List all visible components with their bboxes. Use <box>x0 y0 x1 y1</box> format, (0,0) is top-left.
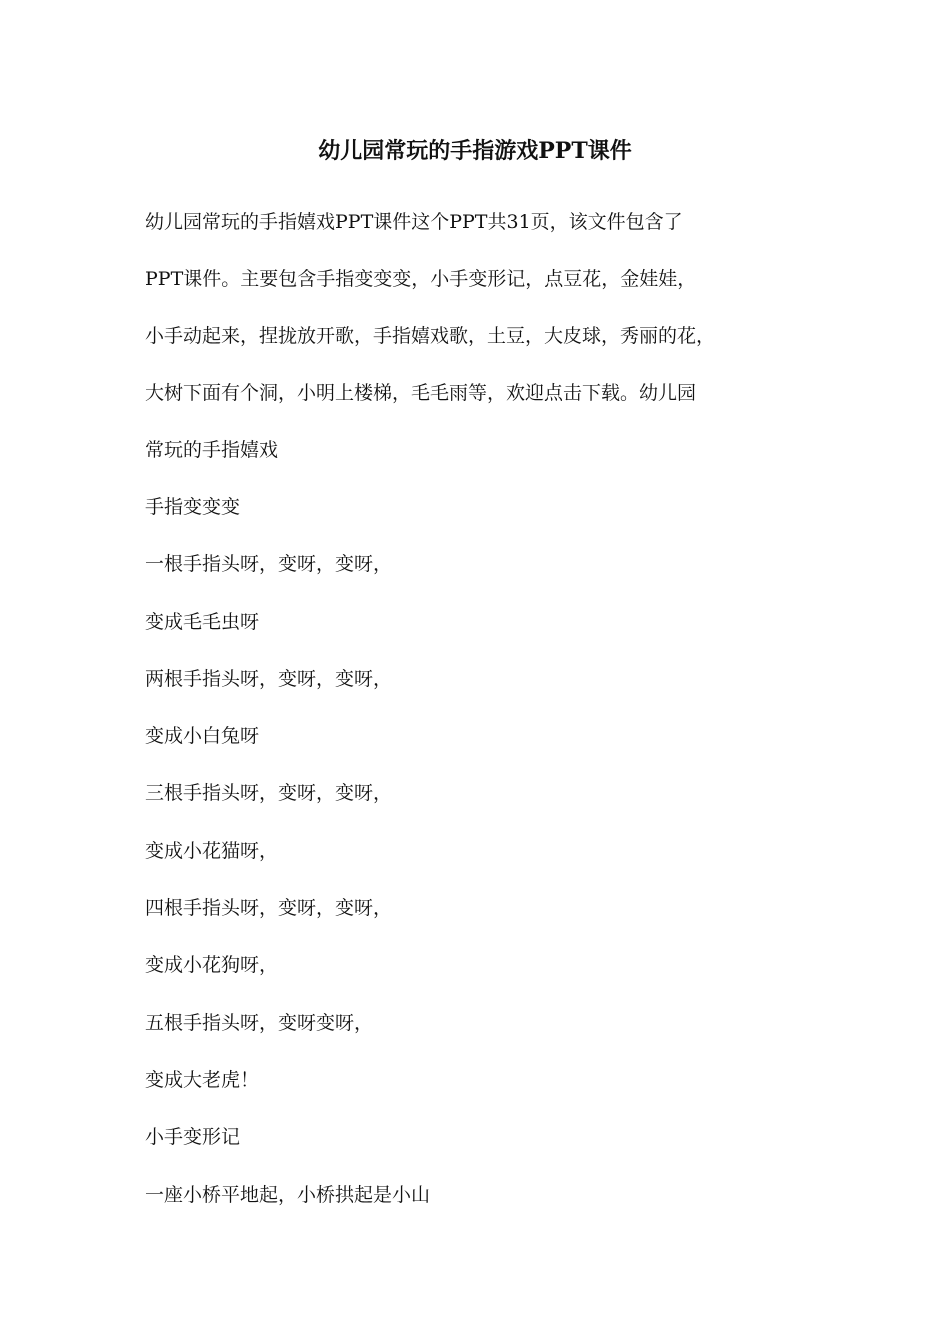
intro-line: 小手动起来，捏拢放开歌，手指嬉戏歌，土豆，大皮球，秀丽的花， <box>145 325 716 347</box>
rhyme-text <box>145 485 825 1230</box>
section-heading: 手指变变变 <box>145 496 241 518</box>
text-line: 三根手指头呀，变呀，变呀， <box>145 782 393 805</box>
intro-paragraph <box>145 200 825 485</box>
text-line: 变成小花狗呀， <box>145 954 279 977</box>
text-line: 变成小白兔呀 <box>145 725 260 748</box>
document-title: 幼儿园常玩的手指游戏PPT课件 <box>318 138 632 164</box>
section-heading: 小手变形记 <box>145 1126 241 1149</box>
intro-line: PPT课件。主要包含手指变变变，小手变形记，点豆花，金娃娃， <box>145 268 697 290</box>
text-line: 变成小花猫呀， <box>145 839 279 862</box>
intro-line: 大树下面有个洞，小明上楼梯，毛毛雨等，欢迎点击下载。幼儿园 <box>145 382 697 404</box>
intro-line: 常玩的手指嬉戏 <box>145 439 279 461</box>
text-line: 四根手指头呀，变呀，变呀， <box>145 897 393 920</box>
text-line: 一座小桥平地起，小桥拱起是小山 <box>145 1183 431 1206</box>
text-line: 变成毛毛虫呀 <box>145 610 260 633</box>
intro-line: 幼儿园常玩的手指嬉戏PPT课件这个PPT共31页，该文件包含了 <box>145 211 683 233</box>
text-line: 一根手指头呀，变呀，变呀， <box>145 553 393 576</box>
text-line: 两根手指头呀，变呀，变呀， <box>145 667 393 690</box>
text-line: 五根手指头呀，变呀变呀， <box>145 1011 374 1034</box>
text-line: 变成大老虎！ <box>145 1068 260 1091</box>
